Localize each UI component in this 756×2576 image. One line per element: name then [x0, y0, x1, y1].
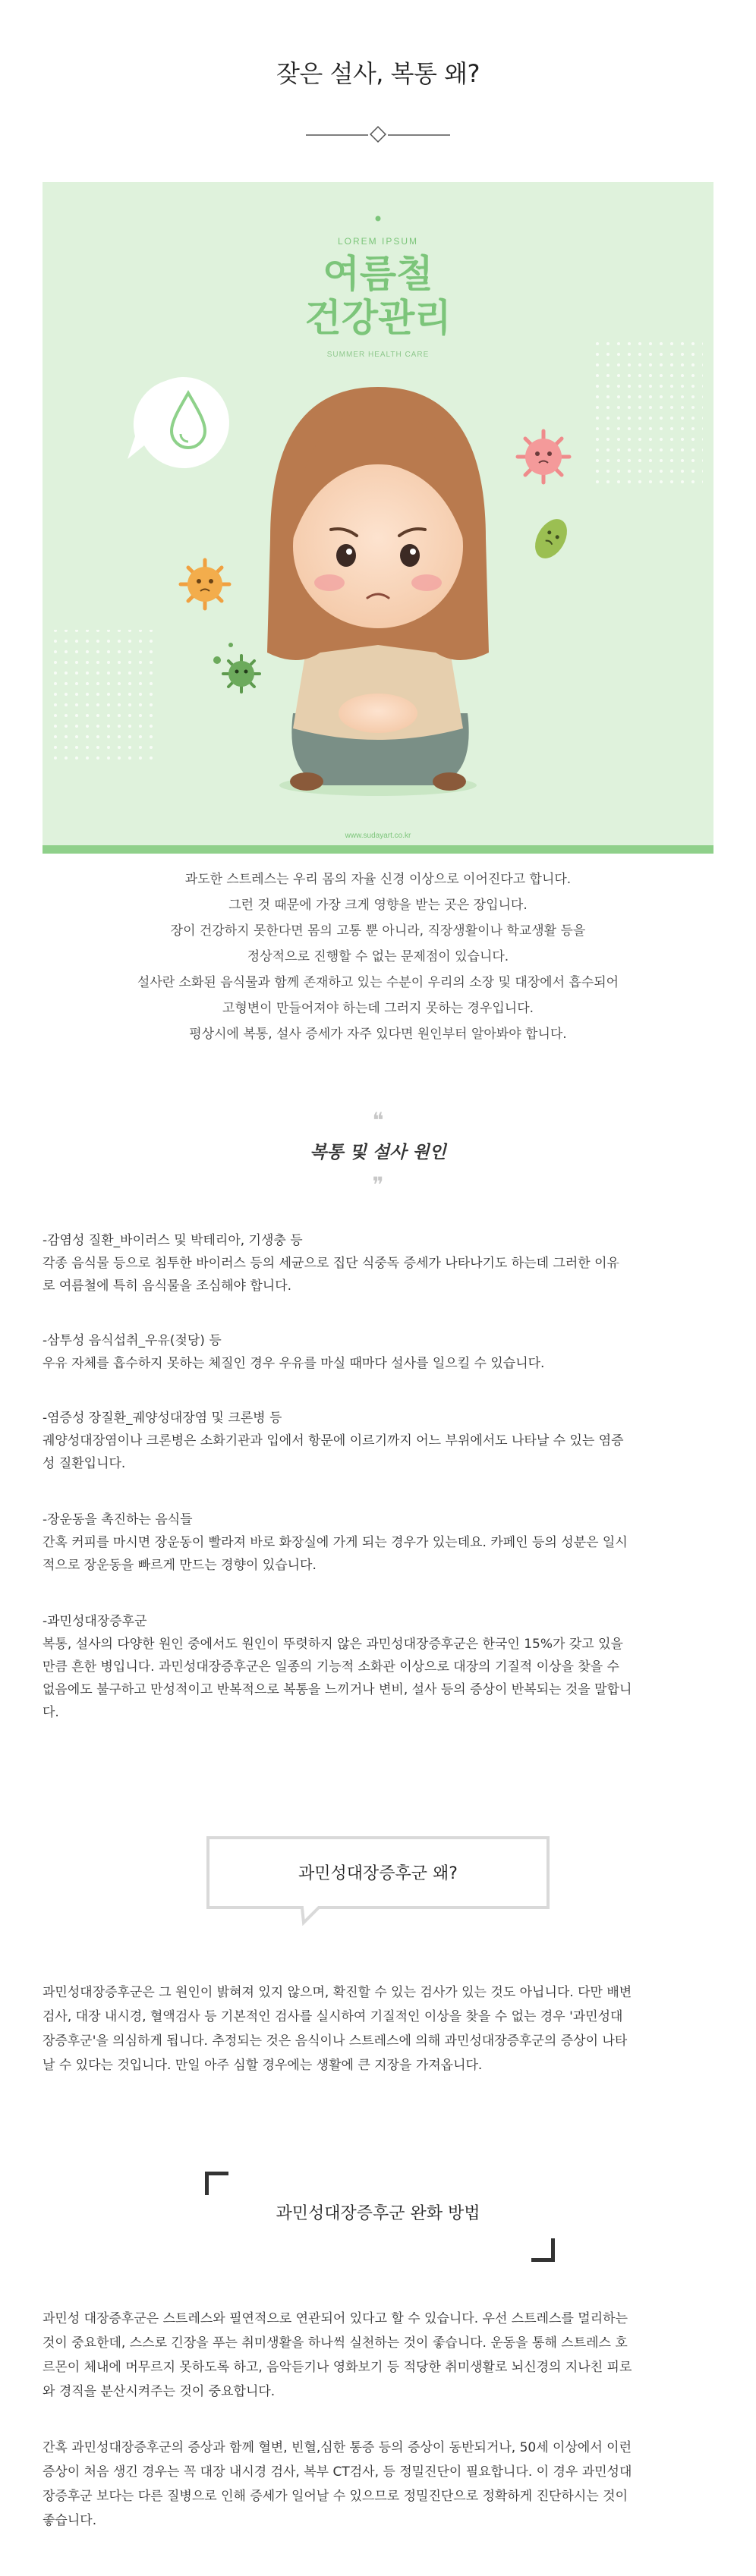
hero-subheading: SUMMER HEALTH CARE — [326, 351, 430, 359]
intro-line: 설사란 소화된 음식물과 함께 존재하고 있는 수분이 우리의 소장 및 대장에서 흡수되어 — [137, 975, 619, 990]
hero-heading-line2: 건강관리 — [304, 296, 452, 340]
cause-heading: -장운동을 촉진하는 음식들 — [43, 1512, 193, 1527]
dark-green-germ-icon — [223, 656, 260, 692]
relief-body-line: 것이 중요한데, 스스로 긴장을 푸는 취미생활을 하나씩 실천하는 것이 좋습니다. 운동을 통해 스트레스 호 — [43, 2335, 628, 2351]
intro-line: 정상적으로 진행할 수 없는 문제점이 있습니다. — [247, 949, 509, 964]
relief-para-2 — [43, 2436, 718, 2533]
cause-body-line: 궤양성대장염이나 크론병은 소화기관과 입에서 항문에 이르기까지 어느 부위에서도 나타날 수 있는 염증 — [43, 1433, 624, 1448]
title-divider — [306, 126, 450, 144]
close-quote-icon: ❞ — [372, 1172, 384, 1197]
ibs-section-body — [43, 1980, 718, 2077]
cause-body-line: 각종 음식물 등으로 침투한 바이러스 등의 세균으로 집단 식중독 증세가 나타나기도 하는데 그러한 이유 — [43, 1256, 619, 1271]
pink-germ-icon — [518, 431, 569, 483]
sad-girl-character — [267, 387, 489, 796]
hero-heading-line1: 여름철 — [323, 252, 433, 296]
cause-heading: -삼투성 음식섭취_우유(젖당) 등 — [43, 1333, 222, 1348]
intro-text — [43, 867, 713, 1047]
ibs-body-line: 장증후군'을 의심하게 됩니다. 추정되는 것은 음식이나 스트레스에 의해 과민성대장증후군의 증상이 나타 — [43, 2033, 628, 2049]
relief-body-line: 간혹 과민성대장증후군의 증상과 함께 혈변, 빈혈,심한 통증 등의 증상이 동반되거나, 50세 이상에서 이런 — [43, 2440, 632, 2455]
open-quote-icon: ❝ — [372, 1108, 384, 1133]
cause-item — [43, 1329, 718, 1375]
cause-heading: -과민성대장증후군 — [43, 1614, 147, 1629]
hero-tagline: LOREM IPSUM — [337, 236, 419, 247]
ibs-body-line: 과민성대장증후군은 그 원인이 밝혀져 있지 않으며, 확진할 수 있는 검사가 있는 것도 아닙니다. 다만 배변 — [43, 1985, 632, 2000]
relief-body-line: 르몬이 체내에 머무르지 못하도록 하고, 음악듣기나 영화보기 등 적당한 취미생활로 뇌신경의 지나친 피로 — [43, 2360, 632, 2375]
relief-body-line: 와 경직을 분산시켜주는 것이 중요합니다. — [43, 2384, 276, 2399]
intro-line: 과도한 스트레스는 우리 몸의 자율 신경 이상으로 이어진다고 합니다. — [184, 872, 572, 887]
relief-section-title: 과민성대장증후군 완화 방법 — [276, 2204, 480, 2223]
ibs-body-line: 날 수 있다는 것입니다. 만일 아주 심할 경우에는 생활에 큰 지장을 가져옵니다. — [43, 2058, 483, 2073]
cause-item — [43, 1508, 718, 1577]
cause-item — [43, 1407, 718, 1475]
relief-body-line: 증상이 처음 생긴 경우는 꼭 대장 내시경 검사, 복부 CT검사, 등 정밀진단이 필요합니다. 이 경우 과민성대 — [43, 2464, 632, 2480]
cause-heading: -염증성 장질환_궤양성대장염 및 크론병 등 — [43, 1411, 282, 1426]
hero-illustration — [43, 182, 713, 854]
cause-body-line: 우유 자체를 흡수하지 못하는 체질인 경우 우유를 마실 때마다 설사를 일으킬 수 있습니다. — [43, 1356, 545, 1371]
cause-item — [43, 1229, 718, 1297]
orange-germ-icon — [181, 560, 229, 609]
cause-body-line: 만큼 흔한 병입니다. 과민성대장증후군은 일종의 기능적 소화관 이상으로 대장의 기질적 이상을 찾을 수 — [43, 1659, 619, 1675]
intro-line: 그런 것 때문에 가장 크게 영향을 받는 곳은 장입니다. — [228, 898, 528, 913]
cause-body-line: 없음에도 불구하고 만성적이고 반복적으로 복통을 느끼거나 변비, 설사 등의 증상이 반복되는 것을 말합니 — [43, 1682, 632, 1697]
hero-footer-url: www.sudayart.co.kr — [345, 832, 411, 840]
page-title: 잦은 설사, 복통 왜? — [276, 59, 480, 88]
causes-section-title: 복통 및 설사 원인 — [310, 1143, 446, 1162]
cause-body-line: 복통, 설사의 다양한 원인 중에서도 원인이 뚜렷하지 않은 과민성대장증후군은 한국인 15%가 갖고 있을 — [43, 1637, 623, 1652]
relief-body-line: 과민성 대장증후군은 스트레스와 필연적으로 연관되어 있다고 할 수 있습니다. 우선 스트레스를 멀리하는 — [43, 2311, 628, 2326]
ibs-body-line: 검사, 대장 내시경, 혈액검사 등 기본적인 검사를 실시하여 기질적인 이상을 찾을 수 없는 경우 '과민성대 — [43, 2009, 623, 2024]
relief-body-line: 장증후군 보다는 다른 질병으로 인해 증세가 일어날 수 있으므로 정밀진단으로 정확하게 진단하시는 것이 — [43, 2489, 628, 2504]
bracket-bottom-right — [531, 2238, 555, 2262]
cause-body-line: 적으로 장운동을 빠르게 만드는 경향이 있습니다. — [43, 1558, 317, 1573]
relief-para-1 — [43, 2307, 718, 2404]
bracket-top-left — [205, 2172, 228, 2195]
intro-line: 평상시에 복통, 설사 증세가 자주 있다면 원인부터 알아봐야 합니다. — [189, 1027, 567, 1042]
cause-item — [43, 1610, 718, 1724]
dot-pattern-right — [589, 338, 703, 489]
cause-heading: -감염성 질환_바이러스 및 박테리아, 기생충 등 — [43, 1233, 303, 1248]
cause-body-line: 다. — [43, 1705, 59, 1720]
intro-line: 장이 건강하지 못한다면 몸의 고통 뿐 아니라, 직장생활이나 학교생활 등을 — [170, 923, 586, 939]
intro-line: 고형변이 만들어져야 하는데 그러지 못하는 경우입니다. — [222, 1001, 534, 1016]
dot-pattern-left — [50, 630, 156, 766]
relief-body-line: 좋습니다. — [43, 2513, 97, 2528]
cause-body-line: 간혹 커피를 마시면 장운동이 빨라져 바로 화장실에 가게 되는 경우가 있는데요. 카페인 등의 성분은 일시 — [43, 1535, 628, 1550]
cause-body-line: 로 여름철에 특히 음식물을 조심해야 합니다. — [43, 1279, 292, 1294]
ibs-section-title: 과민성대장증후군 왜? — [298, 1864, 458, 1883]
cause-body-line: 성 질환입니다. — [43, 1456, 126, 1471]
